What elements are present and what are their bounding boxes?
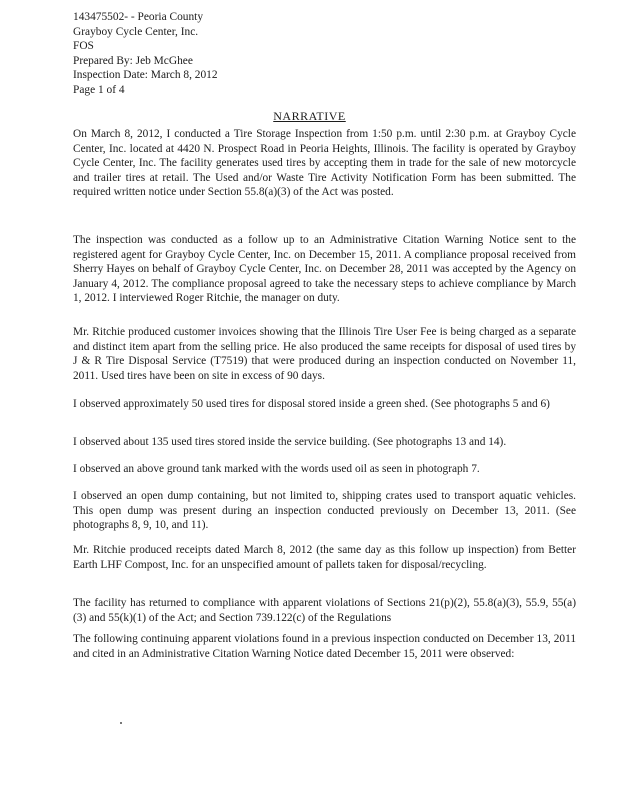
header-site-id-county: 143475502‑ ‑ Peoria County (73, 11, 204, 23)
header-facility-name: Grayboy Cycle Center, Inc. (73, 25, 199, 38)
scan-speck (120, 722, 122, 724)
paragraph-returned-compliance: The facility has returned to compliance with apparent violations of Sections 21(p)(2), 55.8(a)(3), 55.9, 55(a)(3) and 55(k)(1) of the Act; and Section 739.122(c) of the Regulations (73, 597, 576, 624)
paragraph-invoices: Mr. Ritchie produced customer invoices showing that the Illinois Tire User Fee is being charged as a separate and distinct item apart from the selling price. He also produced the same receipts for disposal of used tires by J & R Tire Disposal Service (T7519) that were produced during an inspection conducted on November 11, 2011. Used tires have been on site in excess of 90 days. (73, 326, 576, 382)
header-page-number: Page 1 of 4 (73, 83, 125, 96)
paragraph-inspection-overview: On March 8, 2012, I conducted a Tire Storage Inspection from 1:50 p.m. until 2:30 p.m. at Grayboy Cycle Center, Inc. located at 4420 N. Prospect Road in Peoria Heights, Illinois. The facility is operated by Grayboy Cycle Center, Inc. The facility generates used tires by accepting them in trade for the sale of new motorcycle and trailer tires at retail. The Used and/or Waste Tire Activity Notification Form has been submitted. The required written notice under Section 55.8(a)(3) of the Act was posted. (73, 128, 576, 199)
document-header (73, 10, 373, 98)
paragraph-pallet-receipts: Mr. Ritchie produced receipts dated March 8, 2012 (the same day as this follow up inspection) from Better Earth LHF Compost, Inc. for an unspecified amount of pallets taken for disposal/recycling. (73, 544, 576, 571)
paragraph-used-oil-tank: I observed an above ground tank marked with the words used oil as seen in photograph 7. (73, 463, 480, 475)
paragraph-continuing-violations: The following continuing apparent violations found in a previous inspection conducted on December 13, 2011 and cited in an Administrative Citation Warning Notice dated December 15, 2011 were observed: (73, 633, 576, 660)
paragraph-service-building-tires: I observed about 135 used tires stored inside the service building. (See photographs 13 and 14). (73, 436, 507, 448)
header-prepared-by: Prepared By: Jeb McGhee (73, 54, 193, 67)
paragraph-green-shed-tires: I observed approximately 50 used tires for disposal stored inside a green shed. (See photographs 5 and 6) (73, 398, 550, 410)
paragraph-follow-up: The inspection was conducted as a follow up to an Administrative Citation Warning Notice sent to the registered agent for Grayboy Cycle Center, Inc. on December 15, 2011. A compliance proposal received from Sherry Hayes on behalf of Grayboy Cycle Center, Inc. on December 28, 2011 was accepted by the Agency on January 4, 2012. The compliance proposal agreed to take the necessary steps to achieve compliance by March 1, 2012. I interviewed Roger Ritchie, the manager on duty. (73, 234, 576, 305)
paragraph-open-dump: I observed an open dump containing, but not limited to, shipping crates used to transport aquatic vehicles. This open dump was present during an inspection conducted previously on December 13, 2011. (See photographs 8, 9, 10, and 11). (73, 490, 576, 532)
section-title: NARRATIVE (273, 109, 346, 123)
header-report-type: FOS (73, 40, 94, 53)
header-inspection-date: Inspection Date: March 8, 2012 (73, 69, 218, 82)
